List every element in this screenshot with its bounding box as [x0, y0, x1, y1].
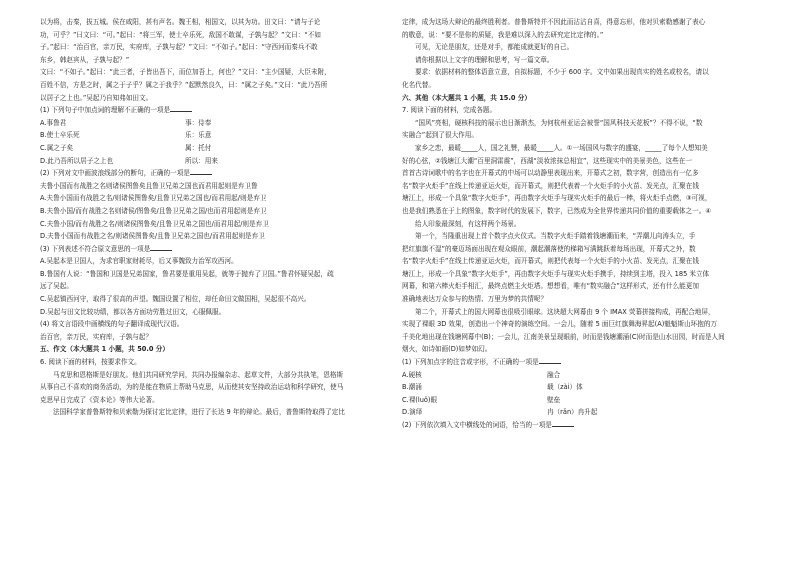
reading-line: 给人印象最深刻，有这样两个场景。 [415, 219, 521, 228]
reading-line: 网幕，和第六棒火炬手相汇，最终点燃主火炬塔。想想看，唯有“数实融合”这样形式，还有什么能更加 [402, 282, 699, 291]
q3-option: C.吴起镇西河守，取得了很高的声望。魏国设置了相位，却任命田文做国相，吴起很不高兴。 [40, 295, 311, 304]
prompt-line: 请你根据以上文字的理解和思考，写一篇文章。 [415, 55, 554, 64]
passage-line: 以居子之上也。”吴起乃自知弗如田文。 [40, 93, 153, 102]
material-line: 定律，成为这场大辩论的最终胜利者。普鲁斯特并不因此而沾沾自喜，得意忘形，他对贝索勒感谢了表心 [402, 18, 706, 26]
reading-line: 准确地表达万众参与的热情、万里为梦的共情呢？ [402, 295, 548, 304]
passage-line: 以为将，击秦，拔五城。侯在咸阳，甚有声名。魏王相，相国文，以其为功。田文曰：“请与子论 [40, 18, 321, 26]
right-column [402, 16, 754, 432]
question-7-2-stem: (2) 下列依次填入文中横线处的词语，恰当的一项是 [402, 419, 754, 432]
q6-line: 从事自己不喜欢的商务活动，为的是能在物质上帮助马克思，从而使其安坚持政治运动和科学研究，使马 [40, 383, 344, 392]
q6-line: 法国科学家普鲁斯特和贝索勒为探讨定比定律，进行了长达 9 年的辩论。最后，普鲁斯特取得了定比 [53, 408, 345, 417]
reading-line: 烟火，如诗如画(D)如梦如幻。 [402, 345, 492, 354]
q3-option: B.鲁国有人说：“鲁国和卫国是兄弟国家，鲁君要是重用吴起，就等于抛弃了卫国。”鲁君怀疑吴起，疏 [40, 269, 334, 278]
reading-line: 名“数字火炬手”在线上传递亚运火炬，而开幕式，则把代表着一个火炬手的小火苗、发光点，汇聚在钱 [402, 181, 699, 190]
reading-line: “国风”亮相，硬核科技的展示也日渐渐杰，为何杭州亚运会被誉“国风科技天花板”？不得不说，“数 [415, 118, 703, 127]
answer-blank [539, 356, 561, 364]
reading-line: 首首古诗词歌中的名字也在开幕式的中场可以动静里表现出来，开幕式之初，数字营，创造出有一亿多 [402, 169, 699, 178]
reading-line: 好的心弦，②钱塘江大潮“百里洞雷震”，西湖“淡妆浓抹总相宜”，这些现实中的美景美色，这些在一 [402, 156, 692, 165]
q3-option: 远了吴起。 [40, 282, 73, 291]
reading-line: 实现了裸眼 3D 效果，创造出一个神奇的演练空间。一会儿，随着 5 面巨红旗舞海昇起(A)魁魁斯山环抱的万 [402, 320, 718, 329]
question-7-stem: 7. 阅读下面的材料，完成各题。 [402, 106, 497, 115]
q2-line: 夫鲁小国而有战胜之名则诸侯图鲁矣且鲁卫兄弟之国也而君用起则是弃卫鲁 [40, 181, 258, 190]
passage-line: 文曰：“不如子。”起曰：“此三者，子皆出吾下，而位加吾上，何也？”文曰：“主少国疑，大臣未附， [40, 68, 331, 77]
question-2-stem: (2) 下列对文中画波浪线部分的断句，正确的一项是 [40, 167, 388, 180]
reading-line: 第一个，当隆重出现上首个数字点火仪式。当数字火炬手踏着钱塘潮而来，“弄潮儿向涛头立，手 [415, 232, 696, 241]
reading-line: 实融合”起到了很大作用。 [402, 131, 478, 140]
reading-line: 第二个，开幕式上的国大网幕也很吸引眼球。这块超大网幕由 9 个 IMAX 荧幕拼接构成，再配合地屏， [415, 307, 715, 316]
q2-option: D.夫鲁小国而有战胜之名/则诸侯图鲁矣/且鲁卫兄弟之国也/而君用起则是弃卫 [40, 232, 265, 241]
q7-1-option: A.硬核 融合 [402, 370, 561, 379]
prompt-line: 可见，无论是朋友，还是对手，都能成就更好的自己。 [415, 43, 574, 52]
question-6-stem: 6. 阅读下面的材料，按要求作文。 [40, 358, 141, 367]
reading-line: 名“数字火炬手”在线上传递亚运火炬，而开幕式，则把代表每一个火炬手的小火苗、发光点，汇聚在钱 [402, 257, 699, 266]
reading-line: 塘江上，形成一个具象“数字火炬手”，再由数字火炬手与现实火炬手携手，持续到主塔，投入 185 米立体 [402, 269, 710, 278]
q6-line: 马克思和恩格斯是好朋友。他们共同研究学问，共同办报编杂志、起草文件，大部分共执笔，恩格斯 [53, 370, 344, 379]
q1-option: C.属之子矣 属：托付 [40, 143, 212, 152]
question-1-stem: (1) 下列句子中加点词的理解不正确的一项是 [40, 104, 388, 117]
q1-option: A.事鲁君 事：侍奉 [40, 118, 212, 127]
q7-1-option: B.潮涌 载（zài）体 [402, 383, 583, 392]
reading-line: 塘江上，形成一个具象“数字火炬手”，再由数字火炬手与现实火炬手的最后一棒，将火炬手点燃，③可视， [402, 194, 712, 203]
question-4-stem: (4) 将文言语段中画横线的句子翻译成现代汉语。 [40, 320, 184, 329]
q3-option: D.吴起与田文比较功绩，都以各方面功劳胜过田文，心服佩服。 [40, 307, 226, 316]
prompt-line: 要求：依据材料的整体语意立意，自拟标题，不少于 600 字。文中如果出现真实的姓名或校名，请以 [415, 68, 709, 77]
q2-option: A.夫鲁小国而有战胜之名/则诸侯图鲁矣/且鲁卫兄弟之国也/而君用起/则是弃卫 [40, 194, 267, 203]
question-7-1-stem: (1) 下列加点字的注音或字形，不正确的一项是 [402, 356, 754, 369]
answer-blank [150, 243, 172, 251]
left-column [40, 16, 388, 419]
q2-option: C.夫鲁小国/而有战胜之名/则诸侯图鲁矣/且鲁卫兄弟之国也/而君用起/则是弃卫 [40, 219, 269, 228]
q7-1-option: D.演绎 冉（rǎn）冉升起 [402, 408, 598, 417]
answer-blank [552, 419, 574, 427]
reading-line: 也是我们熟悉在于上的图象，数字时代的发展下，数字，已然成为全世界传递共同价值的重要载体之一。④ [402, 206, 712, 215]
section-6-heading: 六、其他（本大题共 1 小题，共 15.0 分） [402, 93, 531, 102]
reading-line: 千美化地出现在钱塘网幕中(B)；一会儿，江南美景呈现眼前，时而是钱塘潮涌(C)时而是山水田园，时而是人间 [402, 332, 725, 341]
passage-line: 百姓不信，方是之时，属之于子乎？属之于我乎？”起默然良久，曰：“属之子矣。”文曰：“此乃吾所 [40, 80, 328, 89]
prompt-line: 化名代替。 [402, 80, 435, 89]
reading-line: 把红旗旗不湿”的豪迈场面出现在观众眼前，潮起潮落使的梯箱写满跳跃着每场出现，开幕式之外，数 [402, 244, 696, 253]
answer-blank [170, 104, 192, 112]
q1-option: D.此乃吾所以居子之上也 所以：用来 [40, 156, 218, 165]
reading-line: 家乡之恋，最暖_____人，国之礼赞，最暖_____人。①一场国风与数字的盛宴，_____了每个人想知美 [415, 143, 708, 152]
answer-blank [190, 167, 212, 175]
q6-line: 克思早日完成了《资本论》等伟大论著。 [40, 395, 159, 404]
material-line: 的敬意，说：“要不是你的质疑，我是难以深入的去研究定比定律的。” [402, 30, 604, 39]
passage-line: 功，可乎？”曰文曰：“可。”起曰：“将三军，使士卒乐死，敌国不敢谋，子孰与起？”文曰：“不如 [40, 30, 321, 39]
q1-option: B.使士卒乐死 乐：乐意 [40, 131, 212, 140]
section-5-heading: 五、作文（本大题共 1 小题，共 50.0 分） [40, 345, 169, 354]
q2-option: B.夫鲁小国/而有战胜之名则诸侯/图鲁矣/且鲁卫兄弟之国/也而君用起则是弃卫 [40, 206, 267, 215]
passage-line: 东乡，韩赵宾从，子孰与起？” [40, 55, 130, 64]
q3-option: A.吴起本是卫国人，为求官职家财耗尽，后又事魏致力治军攻西河。 [40, 257, 238, 266]
passage-line: 子。”起曰：“治百官，亲万民，实府库，子孰与起？”文曰：“不如子。”起曰：“守西河而秦兵不敢 [40, 43, 318, 52]
q4-sentence: 治百官，亲万民，实府库，子孰与起？ [40, 332, 153, 341]
question-3-stem: (3) 下列表述不符合原文意思的一项是 [40, 243, 388, 256]
q7-1-option: C.裸(luǒ)眼 壁垒 [402, 395, 561, 404]
